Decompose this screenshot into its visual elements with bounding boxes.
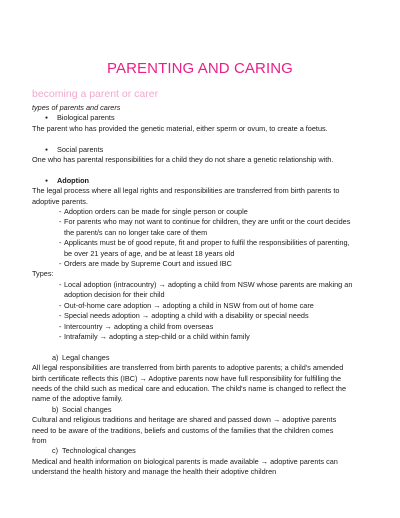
legal-changes-text-4: name of the adoptive family. — [32, 394, 123, 404]
adoption-points — [32, 207, 377, 269]
adoption-point: - Applicants must be of good repute, fit and proper to fulfil the responsibilities of parenting, be over 21 years of age, and be at least 18 years old — [32, 238, 377, 259]
adoption-type-item: - Local adoption (intracountry) → adopting a child from NSW whose parents are making an adoption decision for their child — [32, 280, 377, 301]
bullet-biological: ● Biological parents — [32, 113, 377, 123]
legal-changes-text-2: birth certificate reflects this (IBC) → Adoptive parents now have full responsibility for fulfilling the — [32, 373, 342, 383]
adoption-definition-line-1: The legal process where all legal rights and responsibilities are transferred from birth parents to — [32, 186, 340, 196]
adoption-type-item: - Intrafamily → adopting a step-child or a child within family — [32, 332, 377, 342]
social-definition: One who has parental responsibilities for a child they do not share a genetic relationship with. — [32, 155, 334, 165]
technological-changes-text-1: Medical and health information on biological parents is made available → adoptive parents can — [32, 456, 338, 466]
types-heading: types of parents and carers — [32, 103, 121, 112]
document-body — [32, 103, 377, 478]
technological-changes-text-2: understand the health history and manage the health their adoptive children — [32, 467, 277, 477]
social-changes-heading: b) Social changes — [52, 404, 112, 414]
adoption-types-label: Types: — [32, 269, 54, 279]
legal-changes-text-1: All legal responsibilities are transferred from birth parents to adoptive parents; a child's amended — [32, 363, 344, 373]
legal-changes-heading: a) Legal changes — [52, 352, 110, 362]
adoption-definition-line-2: adoptive parents. — [32, 196, 88, 206]
bullet-adoption: ● Adoption — [32, 176, 377, 186]
social-changes-text-3: from — [32, 435, 47, 445]
adoption-type-item: - Intercountry → adopting a child from overseas — [32, 322, 377, 332]
social-changes-text-2: need to be aware of the traditions, beliefs and customs of the families that the children comes — [32, 425, 334, 435]
legal-changes-text-3: needs of the child such as medical care and education. The child's name is changed to reflect the — [32, 383, 346, 393]
adoption-point: - Adoption orders can be made for single person or couple — [32, 207, 377, 217]
technological-changes-heading: c) Technological changes — [52, 446, 136, 456]
adoption-point: - Orders are made by Supreme Court and issued IBC — [32, 259, 377, 269]
biological-definition: The parent who has provided the genetic material, either sperm or ovum, to create a foetus. — [32, 123, 328, 133]
page-title: PARENTING AND CARING — [107, 60, 293, 77]
adoption-type-item: - Out-of-home care adoption → adopting a child in NSW from out of home care — [32, 301, 377, 311]
adoption-point: - For parents who may not want to continue for children, they are unfit or the court decides the parent/s can no longer take care of them — [32, 217, 377, 238]
social-changes-text-1: Cultural and religious traditions and heritage are shared and passed down → adoptive parents — [32, 415, 337, 425]
adoption-types-list — [32, 280, 377, 342]
section-subtitle: becoming a parent or carer — [32, 88, 159, 100]
bullet-social: ● Social parents — [32, 145, 377, 155]
adoption-type-item: - Special needs adoption → adopting a child with a disability or special needs — [32, 311, 377, 321]
